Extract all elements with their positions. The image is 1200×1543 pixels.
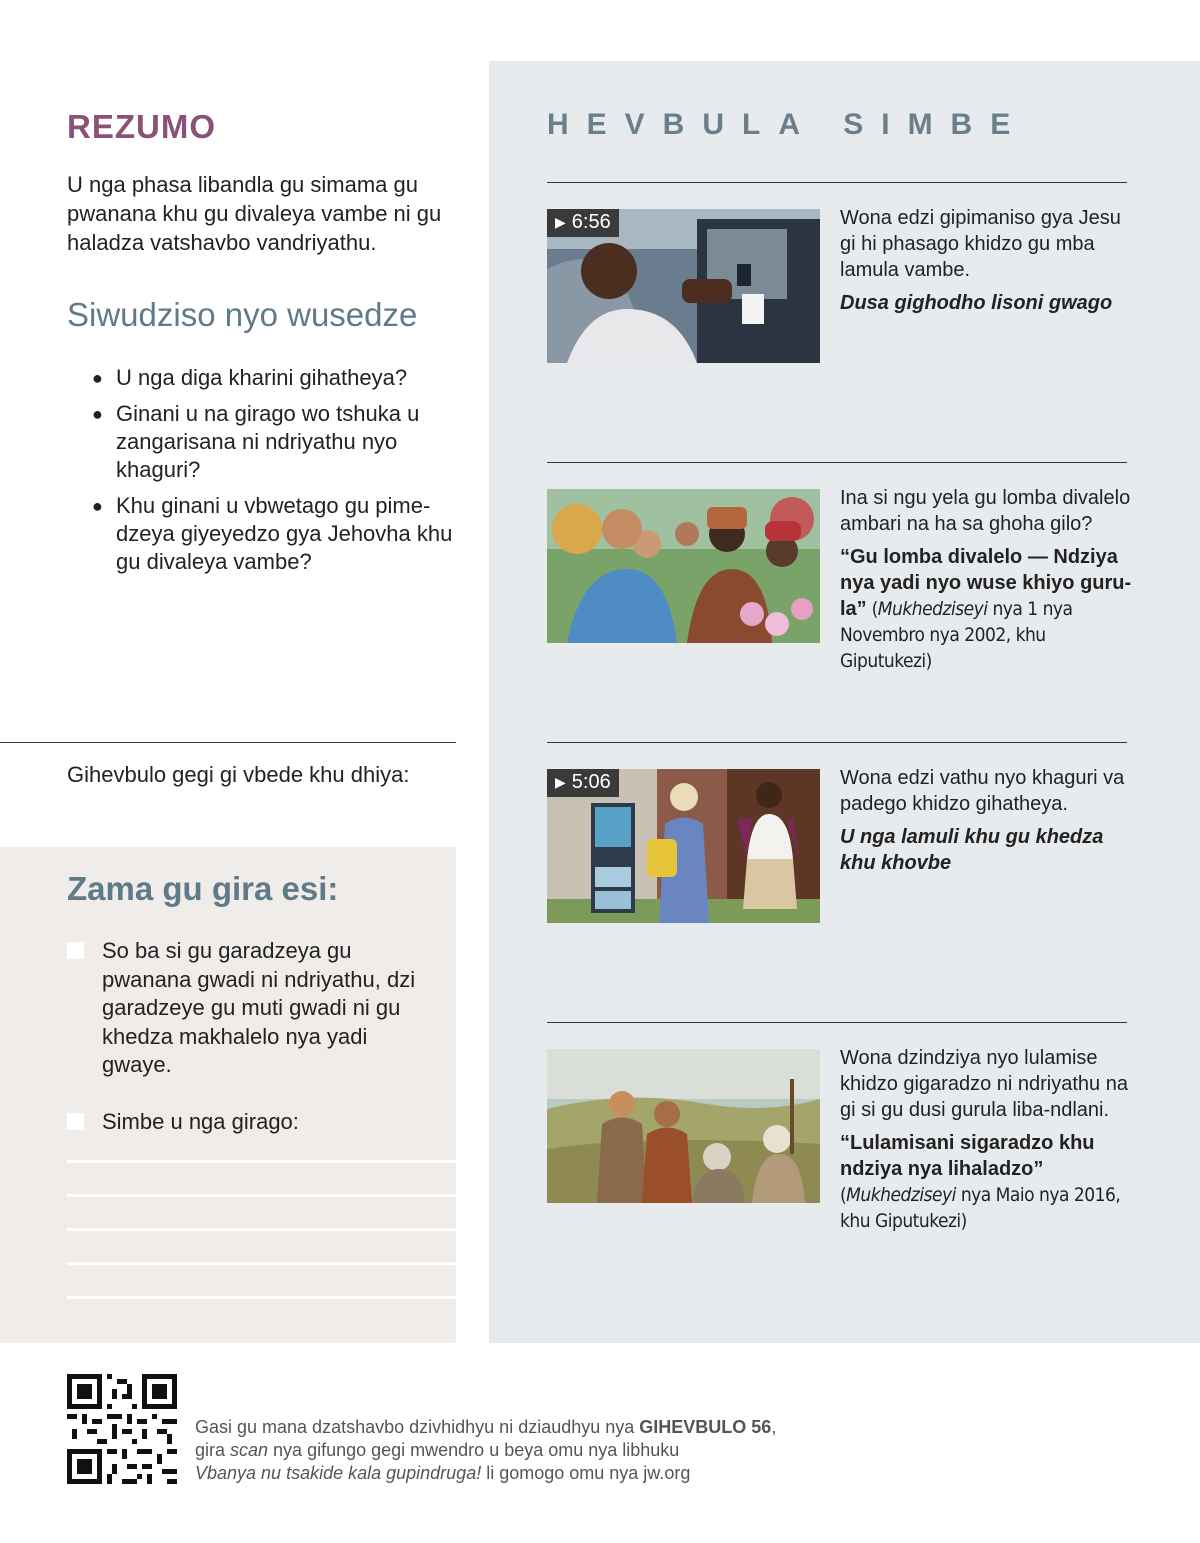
action-checkbox-item[interactable] <box>67 1108 427 1137</box>
bullet-icon: ● <box>92 368 103 388</box>
footer-text: Gasi gu mana dzatshavbo dzivhidhyu ni dziaudhyu nya GIHEVBULO 56, gira scan nya gifungo gegi mwendro u beya omu nya libhuku Vbanya nu tsakide kala gupindruga! li gomogo omu nya jw.org <box>195 1417 777 1483</box>
writing-line[interactable] <box>67 1194 456 1197</box>
article-thumbnail[interactable] <box>547 489 820 643</box>
writing-line[interactable] <box>67 1160 456 1163</box>
video-duration-badge: ▶ 5:06 <box>547 769 619 797</box>
review-question: ● U nga diga kharini gihatheya? <box>92 365 408 390</box>
paradise-reconciliation-illustration <box>547 489 820 643</box>
action-box <box>0 847 456 1343</box>
explore-item-text: Ina si ngu yela gu lomba divalelo ambari na ha sa ghoha gilo? “Gu lomba divalelo — Ndziya nya yadi nyo wuse khiyo guru-la” (Mukhedziseyi nya 1 nya Novembro nya 2002, khu Giputukezi) <box>840 485 1135 674</box>
explore-item-text: Wona dzindziya nyo lulamise khidzo gigaradzo ni ndriyathu na gi si gu dusi gurula liba-ndlani. “Lulamisani sigaradzo khu ndziya nya lihaladzo” (Mukhedziseyi nya Maio nya 2016, khu Giputukezi) <box>840 1045 1135 1234</box>
lesson-completed-label[interactable]: Gihevbulo gegi gi vbede khu dhiya: <box>67 762 410 787</box>
checkbox[interactable] <box>67 1113 84 1130</box>
play-icon: ▶ <box>555 214 566 230</box>
article-thumbnail[interactable] <box>547 1049 820 1203</box>
bullet-icon: ● <box>92 496 103 516</box>
checkbox-label: Simbe u nga girago: <box>102 1109 299 1134</box>
video-duration-badge: ▶ 6:56 <box>547 209 619 237</box>
explore-item-text: Wona edzi vathu nyo khaguri va padego khidzo gihatheya. U nga lamuli khu gu khedza khu khovbe <box>840 765 1135 876</box>
divider <box>547 462 1127 463</box>
explore-title: HEVBULA SIMBE <box>547 108 1029 141</box>
divider <box>547 182 1127 183</box>
writing-line[interactable] <box>67 1262 456 1265</box>
summary-title: REZUMO <box>67 108 216 145</box>
divider <box>0 742 456 743</box>
action-checkbox-item[interactable] <box>67 937 427 1080</box>
article-link[interactable]: “Lulamisani sigaradzo khu ndziya nya lihaladzo” (Mukhedziseyi nya Maio nya 2016, khu Giputukezi) <box>840 1132 1121 1232</box>
video-thumbnail[interactable] <box>547 209 820 363</box>
video-link[interactable]: U nga lamuli khu gu khedza khu khovbe <box>840 826 1104 874</box>
review-questions <box>92 364 462 584</box>
checkbox[interactable] <box>67 942 84 959</box>
bible-times-men-illustration <box>547 1049 820 1203</box>
writing-line[interactable] <box>67 1296 456 1299</box>
divider <box>547 742 1127 743</box>
video-thumbnail[interactable] <box>547 769 820 923</box>
article-link[interactable]: “Gu lomba divalelo — Ndziya nya yadi nyo wuse khiyo guru-la” (Mukhedziseyi nya 1 nya Novembro nya 2002, khu Giputukezi) <box>840 546 1132 672</box>
summary-text: U nga phasa libandla gu simama gu pwanana khu gu divaleya vambe ni gu haladza vatshavbo vandriyathu. <box>67 172 442 255</box>
book-title-link[interactable]: Vbanya nu tsakide kala gupindruga! <box>195 1463 482 1483</box>
action-title: Zama gu gira esi: <box>67 870 339 907</box>
explore-item-text: Wona edzi gipimaniso gya Jesu gi hi phasago khidzo gu mba lamula vambe. Dusa gighodho lisoni gwago <box>840 205 1135 316</box>
review-question: ● Khu ginani u vbwetago gu pime-dzeya giyeyedzo gya Jehovha khu gu divaleya vambe? <box>92 493 453 574</box>
qr-code-icon[interactable] <box>67 1374 177 1484</box>
writing-line[interactable] <box>67 1228 456 1231</box>
divider <box>547 1022 1127 1023</box>
review-question: ● Ginani u na girago wo tshuka u zangarisana ni ndriyathu nyo khaguri? <box>92 401 420 482</box>
play-icon: ▶ <box>555 774 566 790</box>
bullet-icon: ● <box>92 404 103 424</box>
video-link[interactable]: Dusa gighodho lisoni gwago <box>840 292 1113 314</box>
review-title: Siwudziso nyo wusedze <box>67 296 418 333</box>
checkbox-label: So ba si gu garadzeya gu pwanana gwadi ni ndriyathu, dzi garadzeye gu muti gwadi ni gu khedza makhalelo nya yadi gwaye. <box>102 938 416 1077</box>
